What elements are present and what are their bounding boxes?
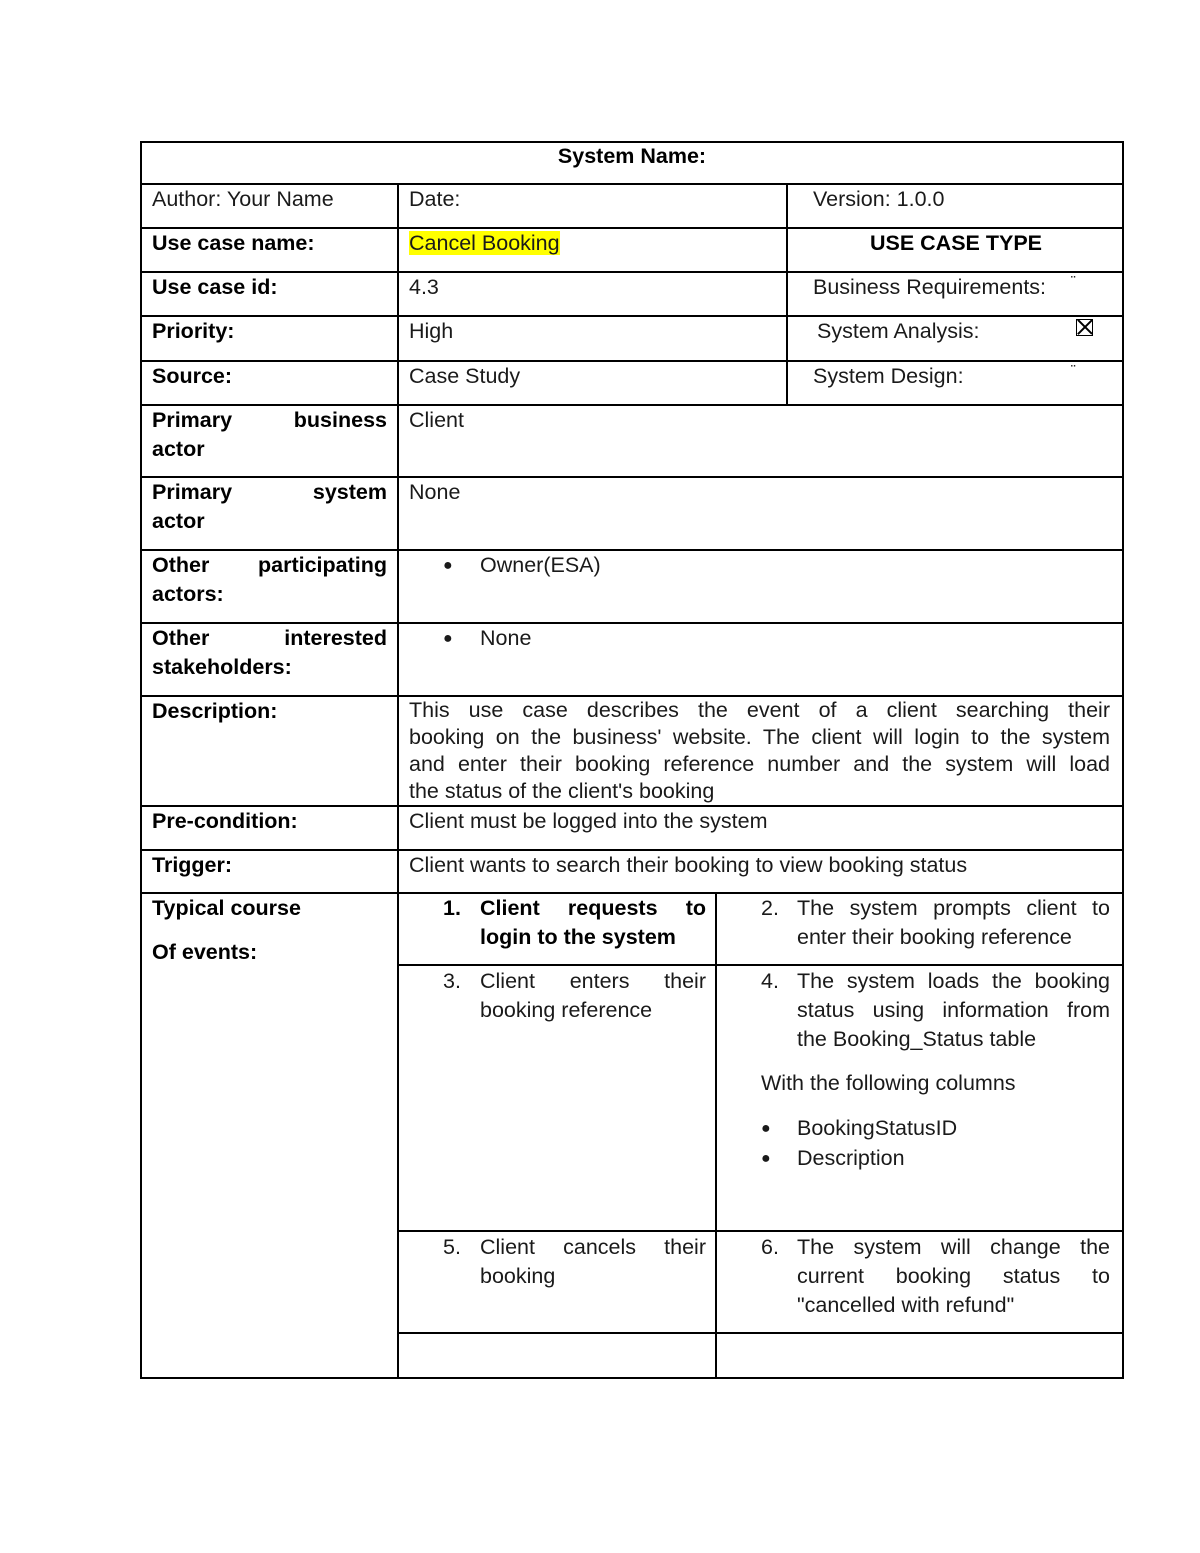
bullet-icon: ● — [761, 1150, 771, 1167]
checkbox-unchecked-icon: ¨ — [1071, 362, 1076, 377]
other-interested-value: None — [480, 626, 532, 650]
bullet-icon: ● — [443, 557, 453, 574]
use-case-name-value: Cancel Booking — [409, 231, 560, 255]
other-interested-label-2: stakeholders: — [152, 655, 292, 679]
step-number: 3. — [443, 969, 461, 993]
row-divider — [398, 964, 1124, 966]
trigger-label: Trigger: — [152, 853, 233, 877]
step-number: 4. — [761, 969, 779, 993]
typical-course-label: Typical course — [152, 896, 301, 920]
checkbox-checked-icon — [1076, 319, 1093, 336]
precondition-label: Pre-condition: — [152, 809, 298, 833]
step-number: 6. — [761, 1235, 779, 1259]
step-text: booking — [480, 1264, 556, 1288]
column-divider — [397, 183, 399, 1379]
version-field: Version: 1.0.0 — [813, 187, 945, 211]
step-text: "cancelled with refund" — [797, 1293, 1015, 1317]
step-text: The system loads the booking — [797, 969, 1110, 993]
bullet-icon: ● — [443, 630, 453, 647]
bullet-icon: ● — [761, 1120, 771, 1137]
use-case-id-label: Use case id: — [152, 275, 278, 299]
step-number: 5. — [443, 1235, 461, 1259]
row-divider — [398, 1332, 1124, 1334]
source-label: Source: — [152, 364, 233, 388]
priority-value: High — [409, 319, 454, 343]
use-case-name-label: Use case name: — [152, 231, 315, 255]
date-field: Date: — [409, 187, 461, 211]
column-divider — [786, 183, 788, 405]
priority-label: Priority: — [152, 319, 235, 343]
other-participating-label-2: actors: — [152, 582, 224, 606]
step-text: current booking status to — [797, 1264, 1110, 1288]
column-name: Description — [797, 1146, 905, 1170]
step-text: status using information from — [797, 998, 1110, 1022]
system-analysis-option: System Analysis: — [817, 319, 980, 343]
primary-business-actor-label: Primary business — [152, 408, 387, 432]
primary-system-actor-label-2: actor — [152, 509, 205, 533]
step-text: The system prompts client to — [797, 896, 1110, 920]
step-text: Client cancels their — [480, 1235, 706, 1259]
system-name-label: System Name: — [557, 144, 707, 168]
author-field: Author: Your Name — [152, 187, 334, 211]
other-participating-value: Owner(ESA) — [480, 553, 601, 577]
primary-system-actor-label: Primary system — [152, 480, 387, 504]
other-interested-label: Other interested — [152, 626, 387, 650]
description-line: This use case describes the event of a client searching their — [409, 698, 1110, 722]
primary-business-actor-label-2: actor — [152, 437, 205, 461]
step-text: Client enters their — [480, 969, 706, 993]
description-line: booking on the business' website. The client will login to the system — [409, 725, 1110, 749]
step-text: booking reference — [480, 998, 653, 1022]
step-number: 2. — [761, 896, 779, 920]
use-case-type-heading: USE CASE TYPE — [869, 231, 1043, 255]
step-text: enter their booking reference — [797, 925, 1072, 949]
step-text: Client requests to — [480, 896, 706, 920]
description-label: Description: — [152, 699, 278, 723]
step-text: the Booking_Status table — [797, 1027, 1037, 1051]
step-number: 1. — [443, 896, 461, 920]
column-name: BookingStatusID — [797, 1116, 958, 1140]
row-divider — [398, 1230, 1124, 1232]
step-text: The system will change the — [797, 1235, 1110, 1259]
row-divider — [140, 360, 1124, 362]
description-line: and enter their booking reference number and the system will load — [409, 752, 1110, 776]
source-value: Case Study — [409, 364, 521, 388]
description-line: the status of the client's booking — [409, 779, 715, 803]
other-participating-label: Other participating — [152, 553, 387, 577]
step-text: login to the system — [480, 925, 676, 949]
precondition-value: Client must be logged into the system — [409, 809, 768, 833]
primary-business-actor-value: Client — [409, 408, 464, 432]
trigger-value: Client wants to search their booking to view booking status — [409, 853, 968, 877]
primary-system-actor-value: None — [409, 480, 461, 504]
system-design-option: System Design: — [813, 364, 964, 388]
business-requirements-option: Business Requirements: — [813, 275, 1047, 299]
columns-intro: With the following columns — [761, 1071, 1016, 1095]
checkbox-unchecked-icon: ¨ — [1071, 273, 1076, 288]
use-case-id-value: 4.3 — [409, 275, 439, 299]
column-divider — [715, 892, 717, 1379]
typical-course-label-2: Of events: — [152, 940, 258, 964]
